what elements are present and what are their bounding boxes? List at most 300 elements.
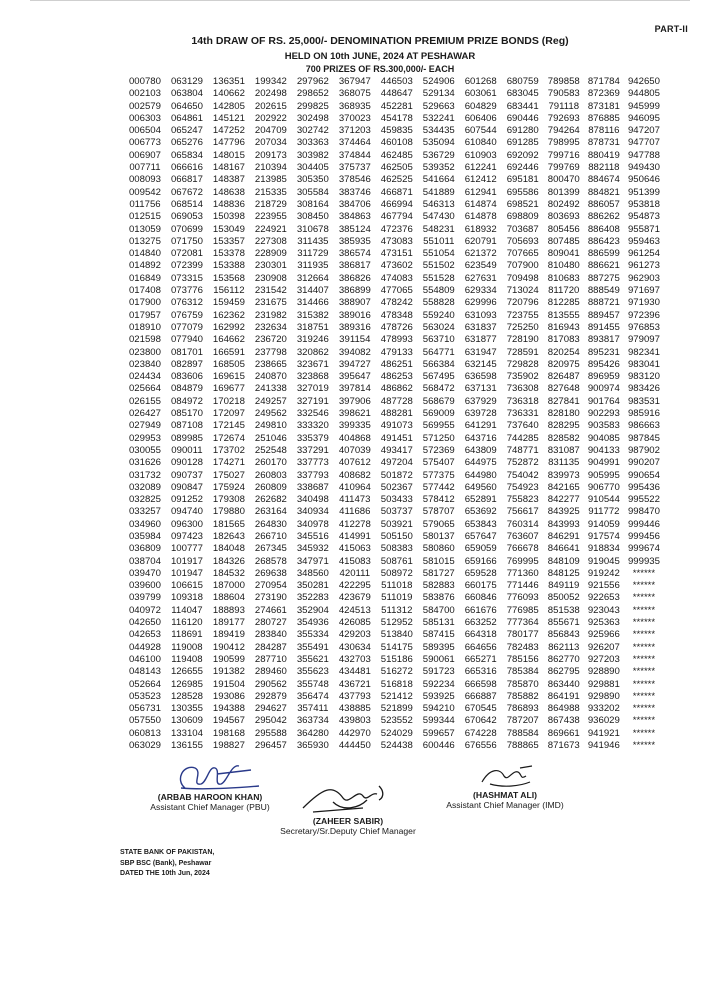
- prize-number: 776093: [506, 592, 539, 604]
- prize-number: 340934: [296, 506, 329, 518]
- prize-number: 190412: [212, 641, 245, 653]
- prize-number: 788584: [506, 727, 539, 739]
- prize-number: 942650: [627, 76, 660, 87]
- number-row: [124, 383, 664, 395]
- prize-number: 190599: [212, 653, 245, 665]
- number-row: [124, 445, 664, 457]
- prize-number: 089985: [170, 432, 203, 444]
- prize-number: 799716: [547, 149, 580, 161]
- prize-number: 843925: [547, 506, 580, 518]
- prize-number: 780177: [506, 629, 539, 641]
- number-row: [124, 236, 664, 248]
- prize-number: 364280: [296, 727, 329, 739]
- prize-number: 564771: [422, 346, 455, 358]
- prize-number: 466994: [380, 198, 413, 210]
- prize-number: 962903: [627, 272, 660, 284]
- prize-number: ******: [632, 604, 656, 616]
- prize-number: 063029: [128, 740, 161, 752]
- prize-number: 864191: [547, 690, 580, 702]
- prize-number: 230301: [254, 260, 287, 272]
- prize-number: 713024: [506, 285, 539, 297]
- prize-number: 389316: [338, 321, 371, 333]
- prize-number: ******: [632, 690, 656, 702]
- prize-number: 029953: [128, 432, 161, 444]
- prize-number: 039799: [128, 592, 161, 604]
- prize-number: 571250: [422, 432, 455, 444]
- prize-number: 063129: [170, 76, 203, 87]
- prize-number: 842277: [547, 494, 580, 506]
- prize-number: 327019: [296, 383, 329, 395]
- number-row: [124, 310, 664, 322]
- prize-number: 665316: [464, 666, 497, 678]
- prize-number: 437793: [338, 690, 371, 702]
- prize-number: 031626: [128, 457, 161, 469]
- prize-number: 800470: [547, 174, 580, 186]
- prize-number: 851538: [547, 604, 580, 616]
- prize-number: 389016: [338, 309, 371, 321]
- prize-number: 280727: [254, 617, 287, 629]
- prize-number: 065247: [170, 125, 203, 137]
- number-row: [124, 297, 664, 309]
- prize-number: 925363: [587, 617, 620, 629]
- prize-number: 846291: [547, 530, 580, 542]
- prize-number: 231542: [254, 285, 287, 297]
- prize-number: 878731: [587, 137, 620, 149]
- prize-number: 109318: [170, 592, 203, 604]
- prize-number: 429203: [338, 629, 371, 641]
- prize-number: ******: [632, 740, 656, 752]
- prize-number: 032825: [128, 494, 161, 506]
- prize-number: 340498: [296, 494, 329, 506]
- prize-number: 632145: [464, 358, 497, 370]
- number-row: [124, 470, 664, 482]
- prize-number: 299825: [296, 100, 329, 112]
- prize-number: 422295: [338, 580, 371, 592]
- prize-number: 081701: [170, 346, 203, 358]
- prize-number: 653692: [464, 506, 497, 518]
- prize-number: 076759: [170, 309, 203, 321]
- prize-number: 871784: [587, 76, 620, 87]
- prize-number: 914059: [587, 518, 620, 530]
- prize-number: 559240: [422, 309, 455, 321]
- prize-number: 961254: [627, 248, 660, 260]
- prize-number: 479133: [380, 346, 413, 358]
- prize-number: 820254: [547, 346, 580, 358]
- prize-number: 087108: [170, 420, 203, 432]
- prize-number: 187000: [212, 580, 245, 592]
- prize-number: 929890: [587, 690, 620, 702]
- prize-number: 064861: [170, 112, 203, 124]
- prize-number: 145121: [212, 112, 245, 124]
- prize-number: 424513: [338, 604, 371, 616]
- prize-number: 215335: [254, 186, 287, 198]
- prize-number: 273190: [254, 592, 287, 604]
- prize-number: 101917: [170, 555, 203, 567]
- prize-number: 600446: [422, 740, 455, 752]
- prize-number: 511019: [381, 592, 413, 604]
- prize-number: 998470: [627, 506, 660, 518]
- prize-number: 207034: [254, 137, 287, 149]
- prize-number: 961273: [627, 260, 660, 272]
- prize-number: 850052: [547, 592, 580, 604]
- prize-number: 563024: [422, 321, 455, 333]
- prize-number: 260803: [254, 469, 287, 481]
- prize-number: 114047: [171, 604, 203, 616]
- prize-number: 839973: [547, 469, 580, 481]
- prize-number: 876885: [587, 112, 620, 124]
- prize-number: 566384: [422, 358, 455, 370]
- prize-number: 785882: [506, 690, 539, 702]
- document-header: [0, 35, 720, 74]
- number-row: [124, 715, 664, 727]
- prize-number: 153049: [212, 223, 245, 235]
- prize-number: 707900: [506, 260, 539, 272]
- prize-number: 386817: [338, 260, 371, 272]
- prize-number: 579065: [422, 518, 455, 530]
- signature-scribble-left: [155, 758, 265, 792]
- prize-number: 459835: [380, 125, 413, 137]
- number-row: [124, 433, 664, 445]
- prize-number: 340978: [296, 518, 329, 530]
- prize-number: 524029: [380, 727, 413, 739]
- number-row: [124, 740, 664, 752]
- prize-number: 683045: [506, 88, 539, 100]
- prize-number: 090737: [170, 469, 203, 481]
- prize-number: 551528: [422, 272, 455, 284]
- prize-number: 002103: [128, 88, 161, 100]
- prize-number: 065834: [170, 149, 203, 161]
- prize-number: 106615: [170, 580, 203, 592]
- prize-number: 536729: [422, 149, 455, 161]
- prize-number: 918834: [587, 543, 620, 555]
- prize-number: 173702: [212, 444, 245, 456]
- prize-number: 407039: [338, 444, 371, 456]
- prize-number: 698521: [506, 198, 539, 210]
- prize-number: 136155: [170, 740, 203, 752]
- prize-number: 511312: [381, 604, 413, 616]
- prize-description: 700 PRIZES OF RS.300,000/- EACH: [305, 64, 455, 74]
- prize-number: 430634: [338, 641, 371, 653]
- prize-number: 318751: [296, 321, 329, 333]
- prize-number: 090011: [171, 444, 203, 456]
- prize-number: 691285: [506, 137, 539, 149]
- prize-number: 763607: [506, 530, 539, 542]
- prize-number: 590061: [422, 653, 455, 665]
- number-row: [124, 568, 664, 580]
- prize-number: 270954: [254, 580, 287, 592]
- prize-number: 604829: [464, 100, 497, 112]
- prize-number: 128528: [170, 690, 203, 702]
- prize-number: 172097: [212, 408, 245, 420]
- prize-number: 884821: [587, 186, 620, 198]
- prize-number: 659059: [464, 543, 497, 555]
- prize-number: 386899: [338, 285, 371, 297]
- prize-number: 210394: [254, 162, 287, 174]
- prize-number: 953818: [627, 198, 660, 210]
- prize-number: 945999: [627, 100, 660, 112]
- prize-number: 995522: [627, 494, 660, 506]
- prize-number: 038704: [128, 555, 161, 567]
- prize-number: 391154: [339, 334, 371, 346]
- prize-number: 983120: [627, 371, 660, 383]
- prize-number: 516272: [380, 666, 413, 678]
- prize-number: 904085: [587, 432, 620, 444]
- prize-number: 805456: [547, 223, 580, 235]
- number-row: [124, 101, 664, 113]
- prize-number: 503921: [380, 518, 413, 530]
- prize-number: 593925: [422, 690, 455, 702]
- prize-number: 386574: [338, 248, 371, 260]
- prize-number: 348560: [296, 567, 329, 579]
- prize-number: 119008: [171, 641, 203, 653]
- prize-number: 407612: [338, 457, 371, 469]
- number-row: [124, 273, 664, 285]
- prize-number: 073315: [170, 272, 203, 284]
- prize-number: 462505: [380, 162, 413, 174]
- prize-number: 666598: [464, 678, 497, 690]
- prize-number: 232634: [254, 321, 287, 333]
- prize-number: 153357: [212, 235, 245, 247]
- prize-number: 502367: [380, 481, 413, 493]
- prize-number: 462485: [380, 149, 413, 161]
- prize-number: 077079: [170, 321, 203, 333]
- prize-number: 231982: [254, 309, 287, 321]
- prize-number: 241338: [254, 383, 287, 395]
- prize-number: 026427: [128, 408, 161, 420]
- prize-number: 828180: [547, 408, 580, 420]
- number-row: [124, 666, 664, 678]
- prize-number: 782483: [506, 641, 539, 653]
- prize-number: 728591: [506, 346, 539, 358]
- prize-number: 039600: [128, 580, 161, 592]
- prize-number: 936029: [587, 715, 620, 727]
- prize-number: 153568: [212, 272, 245, 284]
- prize-number: 578707: [422, 506, 455, 518]
- prize-number: 094740: [170, 506, 203, 518]
- prize-number: 383746: [338, 186, 371, 198]
- prize-number: 614878: [464, 211, 497, 223]
- prize-number: 698809: [506, 211, 539, 223]
- prize-number: 367947: [338, 76, 371, 87]
- prize-number: 016849: [128, 272, 161, 284]
- prize-number: 017900: [128, 297, 161, 309]
- prize-number: 582883: [422, 580, 455, 592]
- prize-number: 466871: [380, 186, 413, 198]
- prize-number: 592234: [422, 678, 455, 690]
- prize-number: 252548: [254, 444, 287, 456]
- number-row: [124, 76, 664, 88]
- prize-number: 170218: [212, 395, 245, 407]
- prize-number: 148387: [212, 174, 245, 186]
- prize-number: 035984: [128, 530, 161, 542]
- prize-number: 426085: [338, 617, 371, 629]
- prize-number: 042653: [128, 629, 161, 641]
- prize-number: 118691: [171, 629, 203, 641]
- prize-number: 869661: [547, 727, 580, 739]
- prize-number: 493417: [380, 444, 413, 456]
- prize-number: 541889: [422, 186, 455, 198]
- prize-number: 284287: [254, 641, 287, 653]
- prize-number: 148836: [212, 198, 245, 210]
- prize-number: 971697: [627, 285, 660, 297]
- prize-number: 900974: [587, 383, 620, 395]
- prize-number: 811720: [548, 285, 580, 297]
- prize-number: 337793: [296, 469, 329, 481]
- prize-number: 954873: [627, 211, 660, 223]
- prize-number: 065276: [170, 137, 203, 149]
- prize-number: 130609: [170, 715, 203, 727]
- prize-number: 153388: [212, 260, 245, 272]
- number-row: [124, 371, 664, 383]
- number-row: [124, 457, 664, 469]
- prize-number: 126655: [170, 666, 203, 678]
- prize-number: 532241: [422, 112, 455, 124]
- prize-number: 374844: [338, 149, 371, 161]
- prize-number: 503737: [380, 506, 413, 518]
- prize-number: 664318: [464, 629, 497, 641]
- signatory-title-right: Assistant Chief Manager (IMD): [446, 800, 564, 810]
- prize-number: 040972: [128, 604, 161, 616]
- number-row: [124, 605, 664, 617]
- prize-number: 692092: [506, 149, 539, 161]
- signatory-name-right: (HASHMAT ALI): [473, 790, 537, 800]
- number-row: [124, 322, 664, 334]
- prize-number: 017957: [128, 309, 161, 321]
- prize-number: 568679: [422, 395, 455, 407]
- prize-number: 529134: [422, 88, 455, 100]
- number-row: [124, 642, 664, 654]
- prize-number: 776985: [506, 604, 539, 616]
- prize-number: 415063: [338, 543, 371, 555]
- prize-number: 999446: [627, 518, 660, 530]
- prize-number: 921556: [587, 580, 620, 592]
- prize-number: 990207: [627, 457, 660, 469]
- prize-number: 695586: [506, 186, 539, 198]
- prize-number: 577442: [422, 481, 455, 493]
- prize-number: 976853: [627, 321, 660, 333]
- prize-number: 338687: [296, 481, 329, 493]
- prize-number: 862770: [547, 653, 580, 665]
- prize-number: 007711: [129, 162, 161, 174]
- prize-number: 345516: [296, 530, 329, 542]
- prize-number: 947707: [627, 137, 660, 149]
- prize-number: 179308: [212, 494, 245, 506]
- prize-number: 683441: [506, 100, 539, 112]
- number-row: [124, 679, 664, 691]
- prize-number: 315382: [296, 309, 329, 321]
- prize-number: 289460: [254, 666, 287, 678]
- prize-number: 990654: [627, 469, 660, 481]
- prize-number: 801399: [547, 186, 580, 198]
- issuer-date: DATED THE 10th Jun, 2024: [120, 870, 210, 877]
- prize-number: 385935: [338, 235, 371, 247]
- prize-number: 053523: [128, 690, 161, 702]
- prize-number: 612241: [464, 162, 497, 174]
- prize-number: 266710: [254, 530, 287, 542]
- number-row: [124, 691, 664, 703]
- prize-number: 048143: [128, 666, 161, 678]
- prize-number: 314466: [296, 297, 329, 309]
- prize-number: 000780: [128, 76, 161, 87]
- prize-number: 849119: [548, 580, 580, 592]
- prize-number: 572369: [422, 444, 455, 456]
- prize-number: 096300: [170, 518, 203, 530]
- prize-number: ******: [632, 629, 656, 641]
- prize-number: 283840: [254, 629, 287, 641]
- prize-number: 803693: [547, 211, 580, 223]
- number-row: [124, 531, 664, 543]
- prize-number: 674228: [464, 727, 497, 739]
- prize-number: 378546: [338, 174, 371, 186]
- prize-number: 488281: [380, 408, 413, 420]
- prize-number: 072399: [170, 260, 203, 272]
- prize-number: 621372: [464, 248, 497, 260]
- prize-number: 631947: [464, 346, 497, 358]
- prize-number: 057550: [128, 715, 161, 727]
- prize-number: 893817: [587, 334, 620, 346]
- prize-number: 262682: [254, 494, 287, 506]
- prize-number: 446503: [380, 76, 413, 87]
- prize-number: 323671: [296, 358, 329, 370]
- prize-number: 944805: [627, 88, 660, 100]
- prize-number: 297962: [296, 76, 329, 87]
- prize-number: 310678: [296, 223, 329, 235]
- prize-number: 862795: [547, 666, 580, 678]
- prize-number: 884674: [587, 174, 620, 186]
- prize-number: 462525: [380, 174, 413, 186]
- prize-number: 411686: [339, 506, 371, 518]
- prize-number: 021598: [128, 334, 161, 346]
- prize-number: 728190: [506, 334, 539, 346]
- prize-number: 928890: [587, 666, 620, 678]
- prize-number: 268578: [254, 555, 287, 567]
- prize-number: 263164: [254, 506, 287, 518]
- prize-number: 785870: [506, 678, 539, 690]
- number-row: [124, 396, 664, 408]
- draw-title: 14th DRAW OF RS. 25,000/- DENOMINATION PREMIUM PRIZE BONDS (Reg): [191, 35, 569, 47]
- prize-number: 771360: [506, 567, 539, 579]
- prize-number: 397906: [338, 395, 371, 407]
- prize-number: 659166: [464, 555, 497, 567]
- prize-number: 181565: [212, 518, 245, 530]
- number-row: [124, 224, 664, 236]
- prize-number: 505150: [380, 530, 413, 542]
- prize-number: 707665: [506, 248, 539, 260]
- number-row: [124, 347, 664, 359]
- prize-number: 663252: [464, 617, 497, 629]
- prize-number: 101947: [170, 567, 203, 579]
- prize-number: 091252: [170, 494, 203, 506]
- prize-number: 802492: [547, 198, 580, 210]
- prize-number: 033257: [128, 506, 161, 518]
- prize-number: 311729: [297, 248, 329, 260]
- number-row: [124, 617, 664, 629]
- prize-number: 354936: [296, 617, 329, 629]
- prize-number: 799769: [547, 162, 580, 174]
- prize-number: 901764: [587, 395, 620, 407]
- prize-number: 831087: [547, 444, 580, 456]
- prize-number: 076312: [170, 297, 203, 309]
- prize-number: 766678: [506, 543, 539, 555]
- prize-number: 512952: [380, 617, 413, 629]
- prize-number: 486251: [380, 358, 413, 370]
- prize-number: 398621: [338, 408, 371, 420]
- prize-number: 030055: [128, 444, 161, 456]
- prize-number: 189419: [212, 629, 245, 641]
- prize-number: 612941: [464, 186, 497, 198]
- prize-number: 548231: [422, 223, 455, 235]
- prize-number: 008093: [128, 174, 161, 186]
